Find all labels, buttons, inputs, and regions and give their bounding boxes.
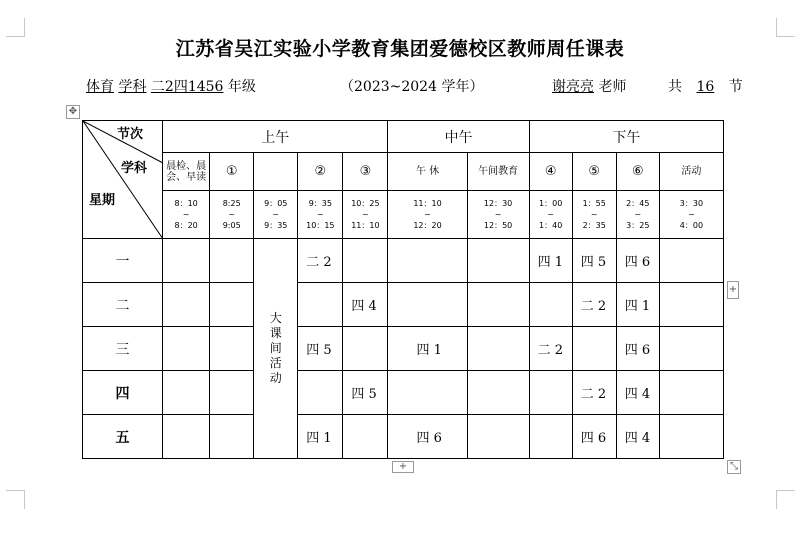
day-label: 一 [83,239,163,283]
class-cell[interactable] [298,371,343,415]
class-cell[interactable] [210,239,254,283]
slot-row [83,153,724,191]
slot-label: ③ [343,153,388,191]
class-cell[interactable] [388,371,467,415]
school-year: （2023~2024 学年） [340,79,484,95]
day-label: 五 [83,415,163,459]
slot-label: 晨检、晨会、早读 [163,153,210,191]
class-cell[interactable] [343,415,388,459]
teacher-label: 老师 [598,79,627,95]
class-cell[interactable]: 四 6 [572,415,616,459]
class-cell[interactable] [210,371,254,415]
time-cell: 11：10 ~ 12：20 [388,191,467,239]
class-cell[interactable]: 四 5 [572,239,616,283]
class-cell[interactable] [529,371,572,415]
total-line [668,76,743,96]
class-cell[interactable] [343,239,388,283]
grade-label: 年级 [227,79,256,95]
add-column-plus-icon[interactable]: + [727,281,739,299]
time-cell: 1：00 ~ 1：40 [529,191,572,239]
time-row [83,191,724,239]
class-cell[interactable]: 四 5 [298,327,343,371]
class-cell[interactable] [163,283,210,327]
corner-subject-label: 学科 [121,161,148,176]
class-cell[interactable] [210,327,254,371]
class-cell[interactable]: 四 6 [616,239,659,283]
class-cell[interactable] [388,283,467,327]
class-cell[interactable] [467,371,529,415]
class-cell[interactable]: 二 2 [572,371,616,415]
slot-label: ④ [529,153,572,191]
time-cell: 3：30 ~ 4：00 [659,191,723,239]
table-row [83,283,724,327]
slot-label: 午 休 [388,153,467,191]
document-title: 江苏省吴江实验小学教育集团爱德校区教师周任课表 [175,38,625,60]
time-cell: 12：30 ~ 12：50 [467,191,529,239]
time-cell: 10：25 ~ 11：10 [343,191,388,239]
move-icon[interactable]: ✥ [66,105,80,119]
slot-label: ① [210,153,254,191]
total-count: 16 [696,79,715,95]
table-row [83,415,724,459]
big-break-cell [254,239,298,459]
slot-label [254,153,298,191]
class-cell[interactable]: 四 6 [388,415,467,459]
class-cell[interactable] [659,327,723,371]
class-cell[interactable] [659,239,723,283]
class-cell[interactable]: 四 1 [298,415,343,459]
class-cell[interactable]: 二 2 [298,239,343,283]
time-cell: 8：10 ~ 8：20 [163,191,210,239]
header-corner-cell [83,121,163,239]
subject-label: 学科 [118,79,147,95]
class-cell[interactable] [529,415,572,459]
slot-label: ⑥ [616,153,659,191]
class-cell[interactable]: 四 4 [616,415,659,459]
class-cell[interactable] [659,371,723,415]
corner-period-label: 节次 [117,127,144,142]
subject-value: 体育 [86,79,114,95]
class-cell[interactable]: 四 5 [343,371,388,415]
morning-header: 上午 [163,121,388,153]
subject-line [86,76,256,96]
class-cell[interactable] [388,239,467,283]
class-cell[interactable]: 四 6 [616,327,659,371]
class-cell[interactable] [467,327,529,371]
day-label: 四 [83,371,163,415]
time-cell: 9：35 ~ 10：15 [298,191,343,239]
class-cell[interactable] [467,415,529,459]
afternoon-header: 下午 [529,121,723,153]
class-cell[interactable] [210,283,254,327]
table-row [83,371,724,415]
class-cell[interactable] [163,371,210,415]
slot-label: ⑤ [572,153,616,191]
big-break-label: 大课间活动 [269,311,282,385]
crop-mark-bottom-right [776,490,795,509]
class-cell[interactable]: 四 1 [616,283,659,327]
class-cell[interactable]: 二 2 [529,327,572,371]
class-cell[interactable] [210,415,254,459]
class-cell[interactable] [572,327,616,371]
corner-day-label: 星期 [89,193,116,208]
slot-label: ② [298,153,343,191]
noon-header: 中午 [388,121,529,153]
class-cell[interactable]: 四 4 [616,371,659,415]
class-cell[interactable] [163,239,210,283]
teacher-name: 谢亮亮 [552,79,594,95]
class-cell[interactable] [659,415,723,459]
class-cell[interactable] [163,415,210,459]
class-cell[interactable] [343,327,388,371]
time-cell: 8:25 ~ 9:05 [210,191,254,239]
time-cell: 1：55 ~ 2：35 [572,191,616,239]
class-cell[interactable]: 四 4 [343,283,388,327]
day-label: 二 [83,283,163,327]
grades-value: 二2四1456 [150,79,224,95]
teacher-line [552,76,626,96]
class-cell[interactable] [298,283,343,327]
day-label: 三 [83,327,163,371]
crop-mark-bottom-left [6,490,25,509]
time-cell: 9：05 ~ 9：35 [254,191,298,239]
time-cell: 2：45 ~ 3：25 [616,191,659,239]
table-row [83,239,724,283]
table-row [83,327,724,371]
class-cell[interactable] [467,283,529,327]
class-cell[interactable]: 四 1 [388,327,467,371]
total-label: 共 [668,79,682,95]
slot-label: 午间教育 [467,153,529,191]
class-cell[interactable] [163,327,210,371]
class-cell[interactable] [529,283,572,327]
class-cell[interactable] [659,283,723,327]
class-cell[interactable]: 四 1 [529,239,572,283]
unit-label: 节 [728,79,743,95]
resize-icon[interactable]: ⤡ [727,460,741,474]
add-row-plus-icon[interactable]: + [392,461,414,473]
schedule-table [82,120,724,459]
class-cell[interactable] [467,239,529,283]
slot-label: 活动 [659,153,723,191]
class-cell[interactable]: 二 2 [572,283,616,327]
